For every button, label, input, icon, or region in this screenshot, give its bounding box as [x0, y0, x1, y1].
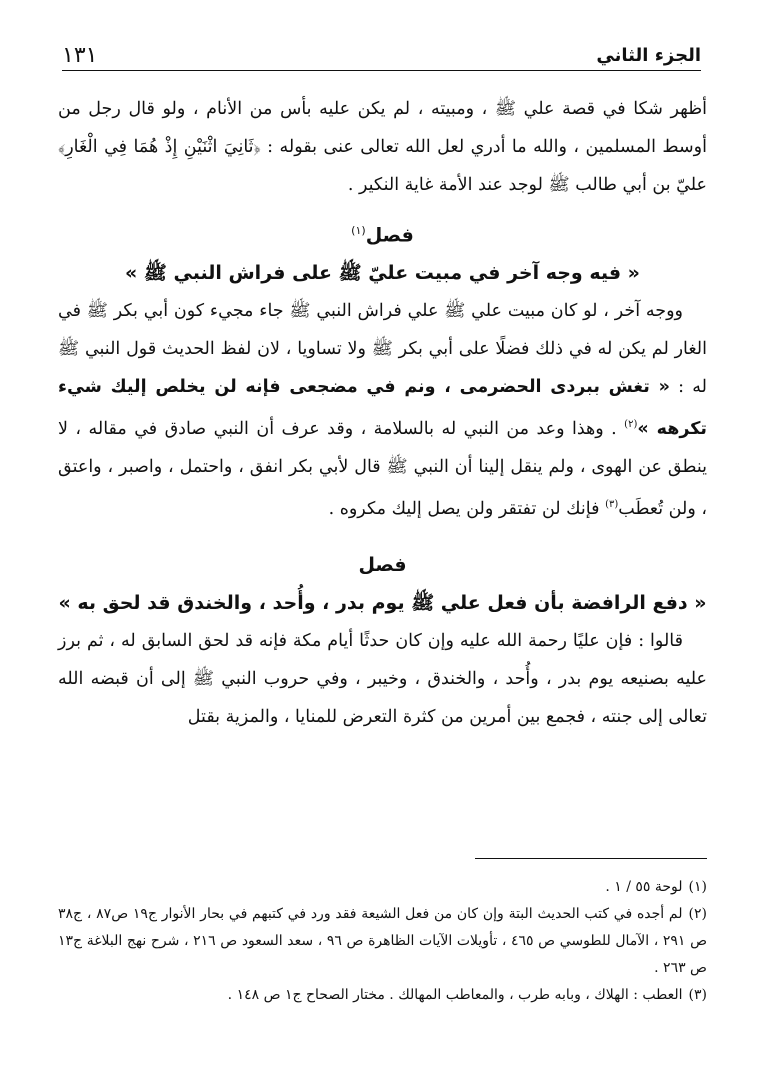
footnote-3: [58, 982, 707, 1009]
section-subtitle-1: « فيه وجه آخر في مبيت عليّ ﷺ على فراش النبي ﷺ »: [125, 262, 640, 285]
footnote-3-text: العطب : الهلاك ، وبابه طرب ، والمعاطب المهالك . مختار الصحاح ج١ ص ١٤٨ .: [227, 987, 683, 1003]
footnote-ref-1: (١): [351, 224, 366, 237]
section-title-1: [58, 212, 707, 254]
paragraph-3: قالوا : فإن عليًا رحمة الله عليه وإن كان حدثًا أيام مكة فإنه قد لحق السابق له ، ثم برز عليه بصنيعه يوم بدر ، وأُحد ، والخندق ، وخيبر ، وفي حروب النبي ﷺ إلى أن قبضه الله تعالى إلى جنته ، فجمع بين أمرين من كثرة التعرض للمنايا ، والمزية بقتل: [58, 630, 707, 727]
section-title-1-text: فصل: [365, 224, 414, 247]
footnote-1-number: (١): [688, 879, 707, 895]
paragraph-2-part-c: فإنك لن تفتقر ولن يصل إليك مكروه .: [328, 498, 600, 519]
paragraph-2-part-b: . وهذا وعد من النبي له بالسلامة ، وقد عرف أن النبي صادق في مقاله ، لا ينطق عن الهوى ، ولم ينقل إلينا أن النبي ﷺ قال لأبي بكر انفق ، واحتمل ، واصبر ، واعتق ، ولن تُعطَب: [58, 419, 707, 519]
running-head: الجزء الثاني: [596, 45, 701, 66]
page-number: ١٣١: [62, 43, 98, 68]
paragraph-2: [58, 292, 707, 528]
paragraph-2-part-a: ووجه آخر ، لو كان مبيت علي ﷺ علي فراش النبي ﷺ جاء مجيء كون أبي بكر ﷺ في الغار لم يكن له في ذلك فضلًا على أبي بكر ﷺ ولا تساويا ، لان لفظ الحديث قول النبي ﷺ له :: [58, 301, 707, 398]
footnote-2: [58, 901, 707, 982]
footnote-1: [58, 874, 707, 901]
section-title-2: فصل: [358, 553, 407, 576]
footnote-1-text: لوحة ٥٥ / ١ .: [605, 879, 683, 895]
hadith-quote: « تغش ببردى الحضرمى ، ونم في مضجعى فإنه لن يخلص إليك شيء تكرهه »: [58, 377, 707, 440]
footnote-separator: [475, 858, 707, 859]
footnote-ref-2: (٢): [624, 419, 638, 431]
main-text: [58, 90, 707, 736]
footnote-3-number: (٣): [688, 987, 707, 1003]
footnotes: [58, 874, 707, 1009]
footnote-2-text: لم أجده في كتب الحديث البتة وإن كان من فعل الشيعة فقد ورد في كتبهم في بحار الأنوار ج١٩ ص٨٧ ، ج٣٨ ص ٢٩١ ، الآمال للطوسي ص ٤٦٥ ، تأويلات الآيات الظاهرة ص ٩٦ ، سعد السعود ص ٢١٦ ، شرح نهج البلاغة ج١٣ ص ٢٦٣ .: [58, 906, 707, 976]
page-header: [62, 30, 701, 71]
section-subtitle-2: « دفع الرافضة بأن فعل علي ﷺ يوم بدر ، وأُحد ، والخندق قد لحق به »: [58, 591, 707, 614]
footnote-2-number: (٢): [688, 906, 707, 922]
footnote-ref-3: (٣): [605, 499, 619, 511]
paragraph-1: أظهر شكا في قصة علي ﷺ ، ومبيته ، لم يكن عليه بأس من الأنام ، ولو قال رجل من أوسط المسلمين ، والله ما أدري لعل الله تعالى عنى بقوله : ﴿ثَانِيَ اثْنَيْنِ إِذْ هُمَا فِي الْغَارِ﴾ عليّ بن أبي طالب ﷺ لوجد عند الأمة غاية النكير .: [58, 99, 707, 195]
